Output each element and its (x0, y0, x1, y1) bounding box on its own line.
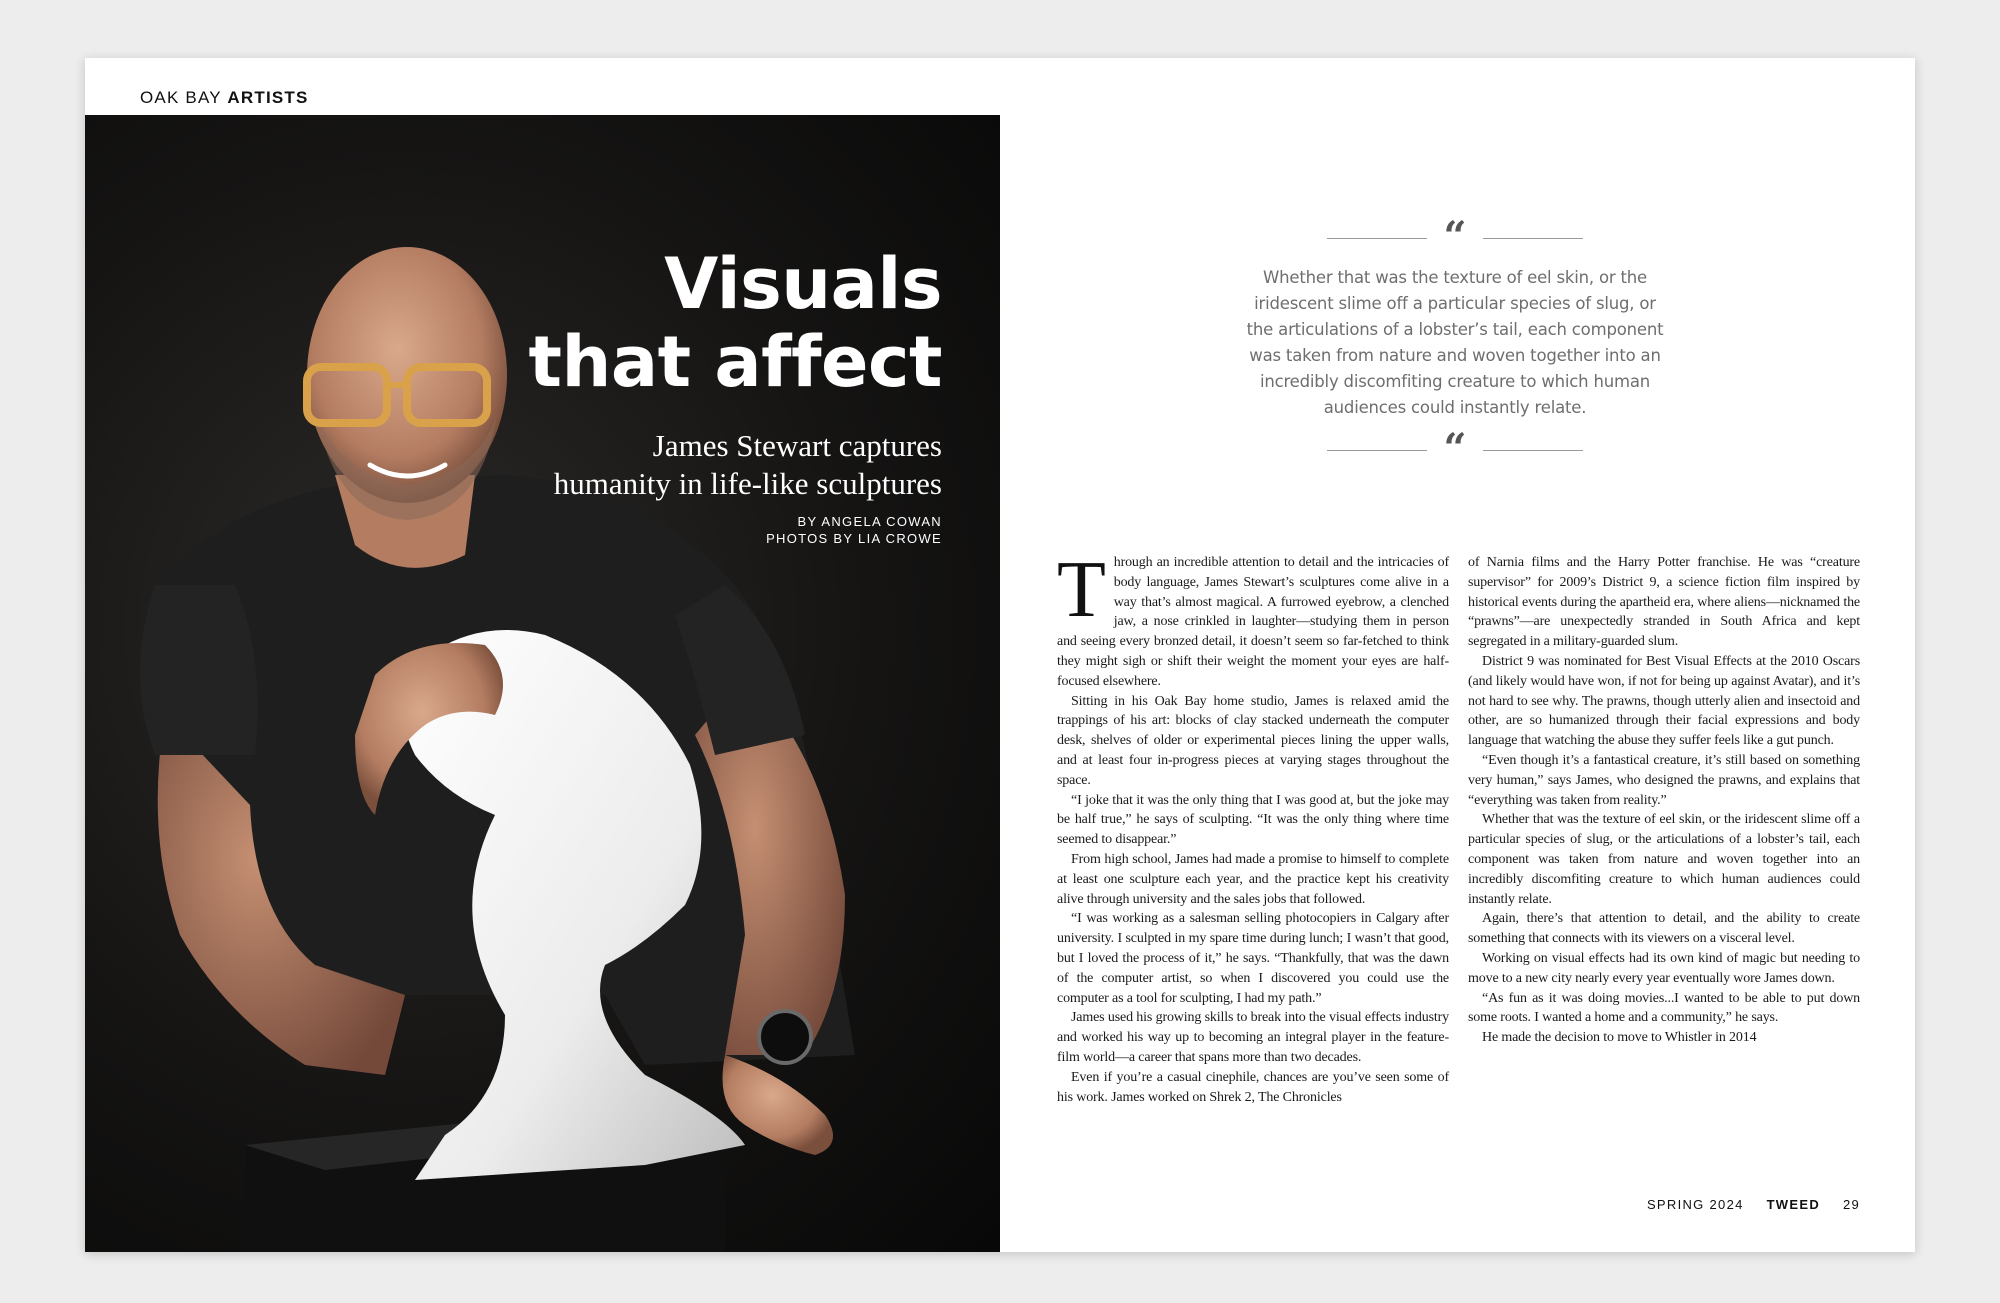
drop-cap: T (1057, 546, 1106, 634)
section-label (140, 88, 309, 108)
rule-line (1483, 238, 1583, 239)
paragraph: “I joke that it was the only thing that I was good at, but the joke may be half true,” he says of sculpting. “It was the only thing where time seemed to disappear.” (1057, 792, 1449, 848)
pull-quote-top-rule (1245, 213, 1665, 260)
folio (1647, 1197, 1860, 1212)
byline (766, 513, 942, 547)
page-number: 29 (1842, 1197, 1860, 1212)
paragraph: of Narnia films and the Harry Potter franchise. He was “creature supervisor” for 2009’s District 9, a science fiction film inspired by historical events during the apartheid era, where aliens—nicknamed the “prawns”—are unexpectedly stranded in South Africa and kept segregated in a military-guarded slum. (1468, 555, 1860, 650)
paragraph: “Even though it’s a fantastical creature, it’s still based on something very human,” says James, who designed the prawns, and explains that “everything was taken from reality.” (1468, 752, 1860, 808)
headline-line-2: that affect (528, 321, 942, 403)
pull-quote (1245, 213, 1665, 472)
photo-credit: PHOTOS BY LIA CROWE (766, 531, 942, 546)
paragraph: Again, there’s that attention to detail, and the ability to create something that connects with its viewers on a visceral level. (1468, 911, 1860, 947)
quote-mark-icon: “ (1443, 425, 1467, 472)
author-credit: BY ANGELA COWAN (797, 514, 942, 529)
rule-line (1327, 238, 1427, 239)
section-prefix: OAK BAY (140, 88, 222, 107)
paragraph-text: hrough an incredible attention to detail and the intricacies of body language, James Stewart’s sculptures come alive in a way that’s almost magical. A furrowed eyebrow, a clenched jaw, a nose crinkled in laughter—studying them in person and seeing every bronzed detail, it doesn’t seem so far-fetched to think they might sigh or shift their weight the moment your eyes are half-focused elsewhere. (1057, 555, 1449, 689)
paragraph: Whether that was the texture of eel skin, or the iridescent slime off a particular species of slug, or the articulations of a lobster’s tail, each component was taken from nature and woven together into an incredibly discomfiting creature to which human audiences could instantly relate. (1468, 812, 1860, 907)
headline-line-1: Visuals (664, 243, 942, 325)
subhead-line-1: James Stewart captures (652, 428, 942, 463)
paragraph: Working on visual effects had its own kind of magic but needing to move to a new city nearly every year eventually wore James down. (1468, 950, 1860, 986)
paragraph: “As fun as it was doing movies...I wanted to be able to put down some roots. I wanted a home and a community,” he says. (1468, 990, 1860, 1026)
magazine-name: TWEED (1766, 1197, 1821, 1212)
headline (529, 245, 942, 401)
paragraph: Even if you’re a casual cinephile, chances are you’ve seen some of his work. James worked on Shrek 2, The Chronicles (1057, 1069, 1449, 1105)
pull-quote-bottom-rule (1245, 425, 1665, 472)
section-name: ARTISTS (227, 88, 309, 107)
paragraph: James used his growing skills to break into the visual effects industry and worked his way up to becoming an integral player in the feature-film world—a career that spans more than two decades. (1057, 1010, 1449, 1065)
paragraph (1057, 546, 1449, 692)
body-column-2 (1468, 553, 1860, 1048)
subhead-line-2: humanity in life-like sculptures (553, 466, 942, 501)
body-column-1 (1057, 546, 1449, 1107)
magazine-spread (85, 58, 1915, 1252)
paragraph: “I was working as a salesman selling photocopiers in Calgary after university. I sculpted in my spare time during lunch; I wasn’t that good, but I loved the process of it,” he says. “Thankfully, that was the dawn of the computer artist, so when I discovered you could use the computer as a tool for sculpting, I had my path.” (1057, 911, 1449, 1006)
paragraph: He made the decision to move to Whistler in 2014 (1482, 1030, 1757, 1046)
paragraph: District 9 was nominated for Best Visual Effects at the 2010 Oscars (and likely would have won, if not for being up against Avatar), and it’s not hard to see why. The prawns, though utterly alien and insectoid and other, are so humanized through their facial expressions and body language that watching the abuse they suffer feels like a gut punch. (1468, 653, 1860, 749)
paragraph: Sitting in his Oak Bay home studio, James is relaxed amid the trappings of his art: blocks of clay stacked underneath the computer desk, shelves of older or experimental pieces lining the upper walls, and at least four in-progress pieces at varying stages throughout the space. (1057, 693, 1449, 788)
portrait-photo (85, 115, 1000, 1252)
rule-line (1483, 450, 1583, 451)
paragraph: From high school, James had made a promise to himself to complete at least one sculpture each year, and the practice kept his creativity alive through university and the sales jobs that followed. (1057, 851, 1449, 907)
issue-date: SPRING 2024 (1646, 1197, 1744, 1212)
rule-line (1327, 450, 1427, 451)
subhead (554, 427, 942, 503)
pull-quote-text: Whether that was the texture of eel skin, or the iridescent slime off a particular species of slug, or the articulations of a lobster’s tail, each component was taken from nature and woven together into an incredibly discomfiting creature to which human audiences could instantly relate. (1246, 268, 1664, 417)
quote-mark-icon: “ (1443, 213, 1467, 260)
